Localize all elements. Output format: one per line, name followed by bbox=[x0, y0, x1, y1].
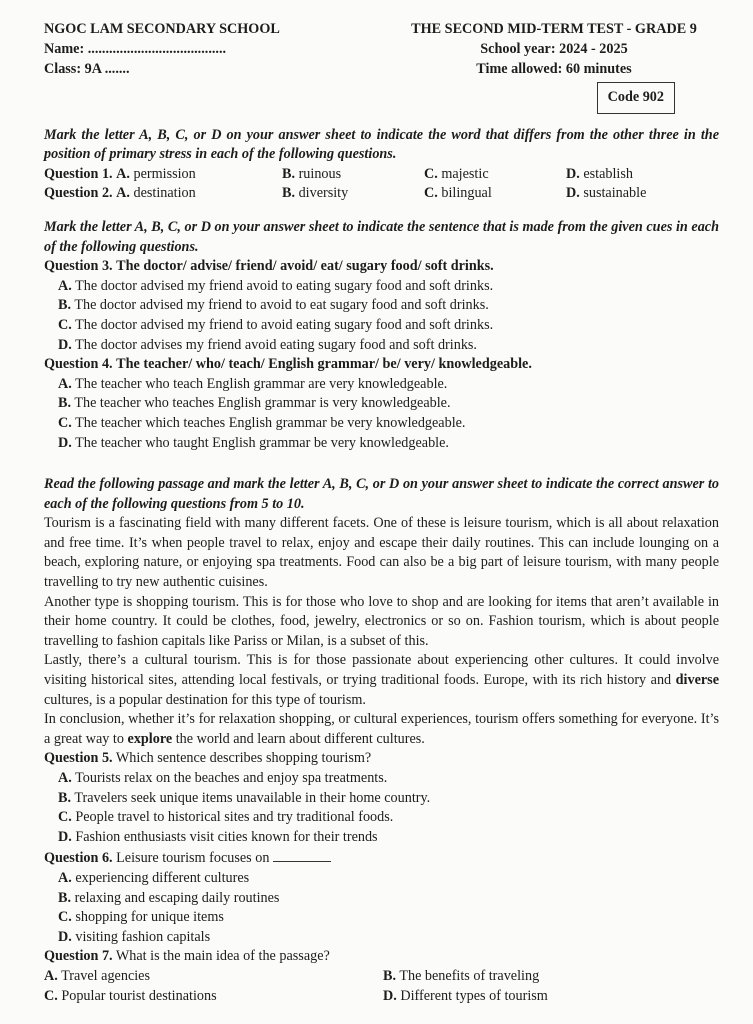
option-d: D. Fashion enthusiasts visit cities known for their trends bbox=[58, 828, 378, 845]
passage-paragraph-4: In conclusion, whether it’s for relaxation shopping, or cultural experiences, tourism offers something for everyone. It’s a great way to explore the world and learn about different cultures. bbox=[44, 711, 719, 747]
question-label: Question 5. bbox=[44, 750, 113, 767]
section3-instruction: Read the following passage and mark the letter A, B, C, or D on your answer sheet to indicate the correct answer to each of the following questions from 5 to 10. bbox=[44, 476, 719, 512]
question-6 bbox=[44, 847, 719, 947]
question-cue: The doctor/ advise/ friend/ avoid/ eat/ sugary food/ soft drinks. bbox=[116, 258, 494, 275]
question-3 bbox=[44, 257, 719, 355]
question-label: Question 7. bbox=[44, 948, 113, 965]
question-stem: Which sentence describes shopping tourism? bbox=[115, 750, 372, 767]
school-year: School year: 2024 - 2025 bbox=[480, 41, 628, 57]
question-label: Question 3. bbox=[44, 258, 113, 275]
option-b: ruinous bbox=[298, 165, 342, 182]
class-field: Class: 9A ....... bbox=[44, 61, 130, 77]
school-name: NGOC LAM SECONDARY SCHOOL bbox=[44, 21, 280, 37]
option-d: D. The doctor advises my friend avoid eating sugary food and soft drinks. bbox=[58, 336, 477, 353]
question-4 bbox=[44, 355, 719, 453]
question-label: Question 2. bbox=[44, 185, 113, 202]
option-a: permission bbox=[133, 165, 196, 182]
question-7 bbox=[44, 947, 719, 1006]
option-b: B. Travelers seek unique items unavailable in their home country. bbox=[58, 789, 431, 806]
question-5 bbox=[44, 749, 719, 847]
question-cue: The teacher/ who/ teach/ English grammar/ be/ very/ knowledgeable. bbox=[116, 356, 532, 373]
option-c: C. People travel to historical sites and try traditional foods. bbox=[58, 809, 394, 826]
highlighted-word: diverse bbox=[675, 672, 719, 689]
option-a: A. The teacher who teach English grammar are very knowledgeable. bbox=[58, 375, 448, 392]
passage-paragraph-3: Lastly, there’s a cultural tourism. This is for those passionate about experiencing other cultures. It could involve visiting historical sites, attending local festivals, or trying traditional foods. Europe, with its rich history and diverse cultures, is a popular destination for this type of tourism. bbox=[44, 652, 719, 708]
option-b: diversity bbox=[298, 185, 349, 202]
question-label: Question 1. bbox=[44, 165, 113, 182]
option-c: C. shopping for unique items bbox=[58, 909, 224, 926]
student-name-field: Name: ....................................... bbox=[44, 41, 227, 57]
option-d: establish bbox=[583, 165, 633, 182]
option-c: C. The doctor advised my friend to avoid eating sugary food and soft drinks. bbox=[58, 316, 494, 333]
option-a: destination bbox=[133, 185, 196, 202]
option-c: bilingual bbox=[441, 185, 492, 202]
option-a: A. Tourists relax on the beaches and enjoy spa treatments. bbox=[58, 770, 388, 786]
option-a: A. experiencing different cultures bbox=[58, 869, 250, 886]
option-a: A. The doctor advised my friend avoid to eating sugary food and soft drinks. bbox=[58, 277, 494, 294]
option-b: B. The teacher who teaches English grammar is very knowledgeable. bbox=[58, 395, 451, 412]
section2-instruction: Mark the letter A, B, C, or D on your answer sheet to indicate the sentence that is made from the given cues in each of the following questions. bbox=[44, 218, 719, 255]
option-c: C. Popular tourist destinations bbox=[44, 987, 217, 1004]
option-d: D. visiting fashion capitals bbox=[58, 928, 211, 945]
option-d: D. The teacher who taught English grammar be very knowledgeable. bbox=[58, 434, 449, 451]
section1-instruction: Mark the letter A, B, C, or D on your answer sheet to indicate the word that differs from the other three in the position of primary stress in each of the following questions. bbox=[44, 126, 719, 163]
highlighted-word: explore bbox=[127, 730, 173, 747]
question-label: Question 6. bbox=[44, 850, 113, 867]
option-c: C. The teacher which teaches English grammar be very knowledgeable. bbox=[58, 414, 466, 431]
option-d: D. Different types of tourism bbox=[383, 987, 548, 1004]
question-label: Question 4. bbox=[44, 356, 113, 373]
answer-blank bbox=[273, 847, 331, 862]
time-allowed: Time allowed: 60 minutes bbox=[476, 61, 632, 77]
passage-paragraph-1: Tourism is a fascinating field with many different facets. One of these is leisure tourism, which is all about relaxation and free time. It’s when people travel to relax, enjoy and escape their daily routines. This can include lounging on a beach, exploring nature, or enjoying spa treatments. Food can also be a big part of leisure tourism, with many people travelling to try new authentic cuisines. bbox=[44, 515, 719, 591]
exam-code-box: Code 902 bbox=[597, 82, 675, 114]
option-b: B. The doctor advised my friend to avoid to eat sugary food and soft drinks. bbox=[58, 297, 489, 314]
question-stem: What is the main idea of the passage? bbox=[115, 948, 330, 965]
question-1: Question 1. A. permission B. ruinous C. majestic D. establish bbox=[44, 165, 633, 182]
question-2: Question 2. A. destination B. diversity C. bilingual D. sustainable bbox=[44, 185, 647, 202]
question-stem: Leisure tourism focuses on bbox=[116, 850, 270, 867]
option-b: B. The benefits of traveling bbox=[383, 967, 540, 984]
passage-paragraph-2: Another type is shopping tourism. This is for those who love to shop and are looking for items that aren’t available in their home country. It could be clothes, food, jewelry, electronics or so on. Fashion tourism, which is about people travelling to fashion capitals like Pariss or Milan, is a subset of this. bbox=[44, 593, 719, 649]
option-c: majestic bbox=[441, 165, 489, 182]
header bbox=[44, 20, 719, 80]
option-b: B. relaxing and escaping daily routines bbox=[58, 889, 280, 906]
test-title: THE SECOND MID-TERM TEST - GRADE 9 bbox=[411, 21, 697, 37]
option-d: sustainable bbox=[583, 185, 647, 202]
option-a: A. Travel agencies bbox=[44, 967, 151, 984]
